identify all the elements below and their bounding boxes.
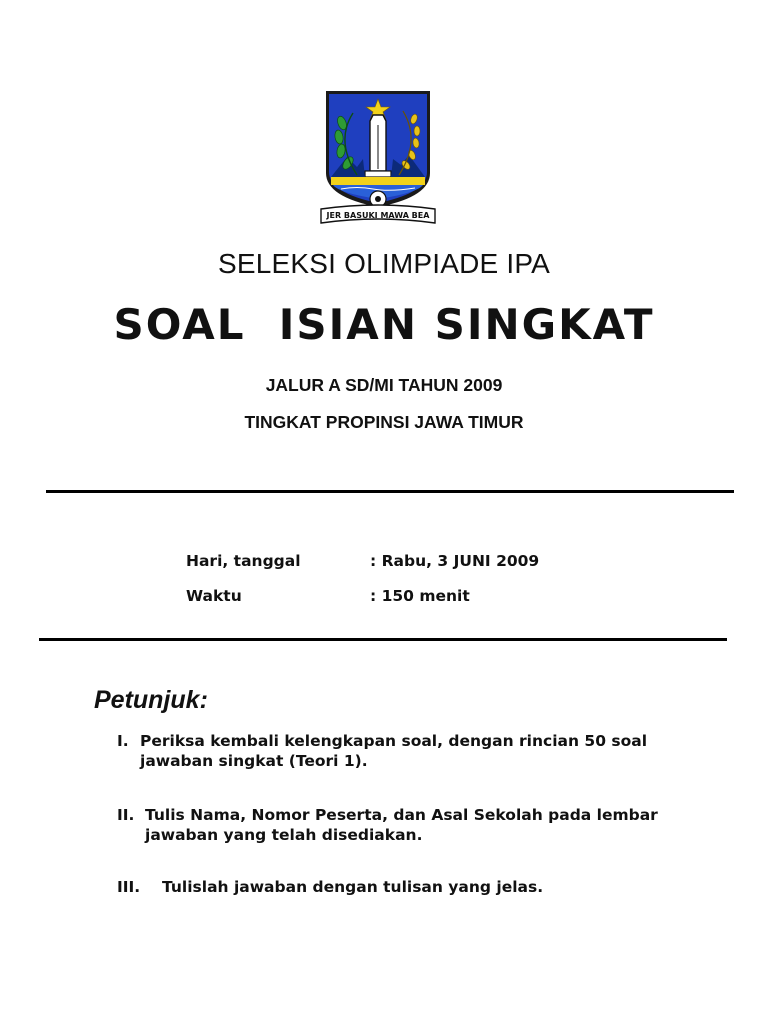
east-java-emblem-icon: [317, 85, 439, 231]
instruction-text: Tulis Nama, Nomor Peserta, dan Asal Sekolah pada lembar jawaban yang telah disediakan.: [145, 806, 658, 844]
instructions-heading: Petunjuk:: [94, 686, 208, 714]
exam-level-subtitle: TINGKAT PROPINSI JAWA TIMUR: [244, 412, 524, 432]
coat-of-arms-emblem: [317, 85, 439, 231]
svg-text:JER BASUKI MAWA BEA: JER BASUKI MAWA BEA: [326, 211, 430, 220]
instruction-text: Periksa kembali kelengkapan soal, dengan rincian 50 soal jawaban singkat (Teori 1).: [140, 732, 648, 770]
instruction-number: II.: [117, 806, 135, 824]
info-label: Waktu: [186, 587, 242, 605]
info-divider: [39, 638, 727, 641]
exam-type-title: SOAL ISIAN SINGKAT: [113, 300, 655, 349]
exam-title: SELEKSI OLIMPIADE IPA: [217, 248, 551, 279]
instruction-number: I.: [117, 732, 129, 750]
info-value: : Rabu, 3 JUNI 2009: [370, 552, 540, 570]
exam-track-subtitle: JALUR A SD/MI TAHUN 2009: [265, 375, 503, 395]
instruction-number: III.: [117, 878, 141, 896]
header-divider: [46, 490, 734, 493]
info-value: : 150 menit: [370, 587, 470, 605]
instruction-text: Tulislah jawaban dengan tulisan yang jelas.: [162, 878, 544, 896]
info-label: Hari, tanggal: [186, 552, 301, 570]
